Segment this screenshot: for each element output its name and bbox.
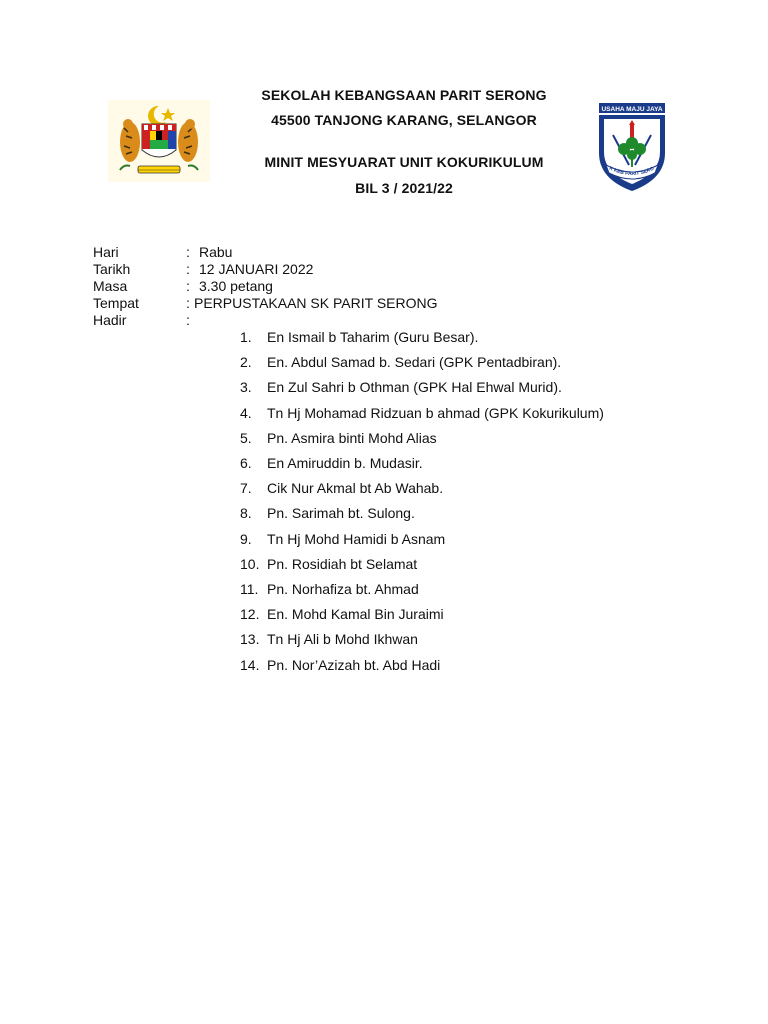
attendee-name: Cik Nur Akmal bt Ab Wahab. (267, 480, 444, 497)
school-name: SEKOLAH KEBANGSAAN PARIT SERONG (261, 87, 547, 103)
attendee-item (240, 580, 419, 598)
day-colon: : (186, 244, 190, 260)
attendee-number: 3. (240, 379, 252, 396)
attendee-name: Pn. Nor’Azizah bt. Abd Hadi (267, 656, 441, 673)
attendee-item (240, 530, 445, 548)
attendee-item (240, 479, 443, 497)
present-colon: : (186, 312, 190, 328)
present-label: Hadir (93, 312, 127, 328)
place-colon: : (186, 295, 190, 311)
school-address: 45500 TANJONG KARANG, SELANGOR (271, 112, 537, 128)
attendee-item (240, 504, 415, 522)
attendee-number: 8. (240, 505, 252, 522)
date-value: 12 JANUARI 2022 (199, 261, 314, 277)
time-colon: : (186, 278, 190, 294)
place-value: PERPUSTAKAAN SK PARIT SERONG (194, 295, 438, 311)
attendee-item (240, 404, 604, 422)
meeting-title: MINIT MESYUARAT UNIT KOKURIKULUM (264, 154, 544, 170)
attendee-number: 13. (240, 631, 260, 648)
attendee-name: Tn Hj Mohamad Ridzuan b ahmad (GPK Kokurikulum) (267, 404, 604, 421)
attendee-item (240, 656, 440, 674)
attendee-number: 2. (240, 354, 252, 371)
attendee-name: Tn Hj Ali b Mohd Ikhwan (267, 631, 418, 648)
attendee-name: Pn. Sarimah bt. Sulong. (267, 505, 415, 522)
time-label: Masa (93, 278, 128, 294)
school-logo-banner-text: USAHA MAJU JAYA (601, 106, 663, 113)
school-logo-ribbon-text: K KEB PARIT SERO (608, 165, 656, 178)
attendee-item (240, 429, 437, 447)
day-label: Hari (93, 244, 119, 260)
attendee-item (240, 454, 423, 472)
attendee-number: 7. (240, 480, 252, 497)
attendee-name: En. Abdul Samad b. Sedari (GPK Pentadbiran). (267, 354, 562, 371)
attendee-number: 4. (240, 404, 252, 421)
attendee-number: 14. (240, 656, 260, 673)
time-value: 3.30 petang (199, 278, 273, 294)
attendee-name: Pn. Norhafiza bt. Ahmad (267, 581, 419, 597)
place-label: Tempat (93, 295, 139, 311)
attendee-number: 6. (240, 455, 252, 471)
date-colon: : (186, 261, 190, 277)
attendee-name: En Zul Sahri b Othman (GPK Hal Ehwal Murid). (267, 379, 562, 396)
attendee-number: 9. (240, 530, 252, 547)
attendee-number: 1. (240, 329, 252, 345)
attendee-name: En Ismail b Taharim (Guru Besar). (267, 329, 479, 345)
school-shield-logo-icon (593, 103, 671, 193)
attendee-number: 12. (240, 606, 260, 623)
attendee-name: Tn Hj Mohd Hamidi b Asnam (267, 530, 446, 547)
attendee-item (240, 328, 478, 346)
attendee-item (240, 378, 562, 396)
meeting-number: BIL 3 / 2021/22 (355, 180, 453, 196)
attendee-item (240, 555, 417, 573)
attendee-item (240, 630, 418, 648)
attendee-number: 11. (240, 581, 259, 597)
attendee-name: En Amiruddin b. Mudasir. (267, 455, 423, 471)
attendee-name: Pn. Rosidiah bt Selamat (267, 555, 418, 572)
attendee-number: 10. (240, 555, 260, 572)
attendee-item (240, 605, 444, 623)
attendee-name: En. Mohd Kamal Bin Juraimi (267, 606, 444, 623)
date-label: Tarikh (93, 261, 131, 277)
attendee-number: 5. (240, 429, 252, 446)
attendee-item (240, 353, 561, 371)
day-value: Rabu (199, 244, 233, 260)
attendee-name: Pn. Asmira binti Mohd Alias (267, 429, 437, 446)
